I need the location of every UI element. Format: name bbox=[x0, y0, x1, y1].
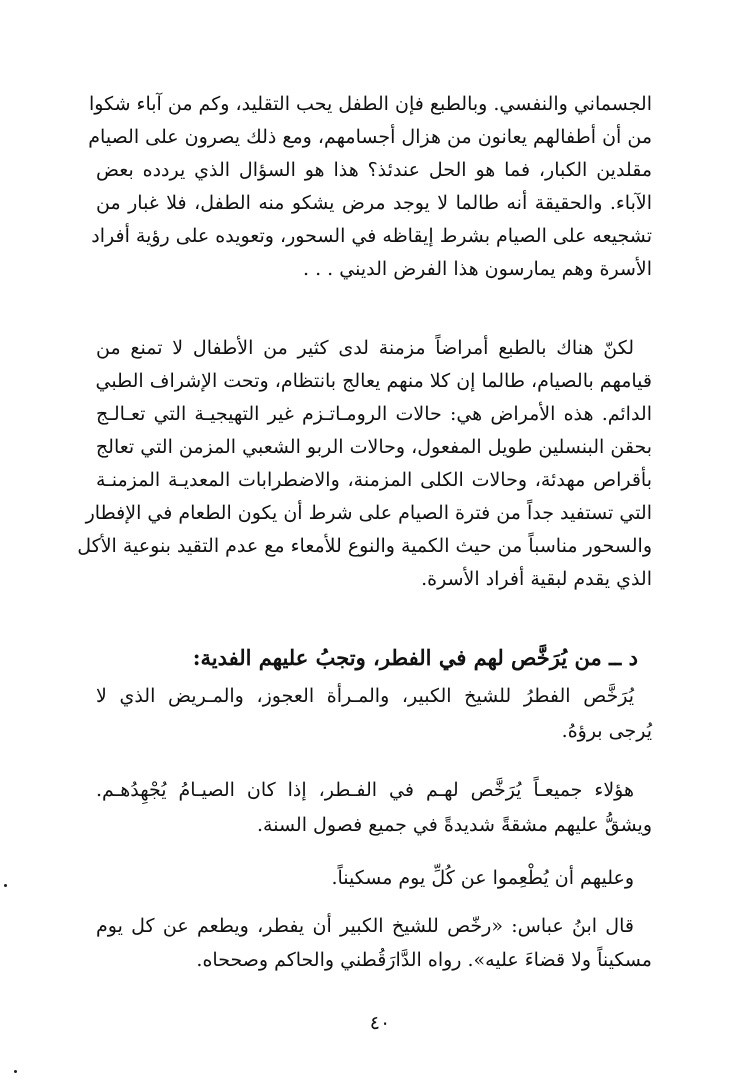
paragraph-2-line-5: بأقراص مهدئة، وحالات الكلى المزمنة، والاضطرابات المعديـة المزمنـة bbox=[96, 469, 652, 491]
paragraph-1-line-2: من أن أطفالهم يعانون من هزال أجسامهم، ومع ذلك يصرون على الصيام bbox=[88, 126, 652, 148]
paragraph-2-line-2: قيامهم بالصيام، طالما إن كلا منهم يعالج بانتظام، وتحت الإشراف الطبي bbox=[95, 370, 652, 392]
scan-speck bbox=[4, 884, 7, 887]
paragraph-1-line-3: مقلدين الكبار، فما هو الحل عندئذ؟ هذا هو السؤال الذي يردده بعض bbox=[96, 159, 652, 181]
paragraph-6-line-2: مسكيناً ولا قضاءَ عليه». رواه الدَّارَقُطني والحاكم وصححاه. bbox=[196, 949, 652, 971]
paragraph-2-line-8: الذي يقدم لبقية أفراد الأسرة. bbox=[421, 568, 652, 590]
paragraph-2-line-1: لكنّ هناك بالطبع أمراضاً مزمنة لدى كثير من الأطفال لا تمنع من bbox=[96, 337, 634, 359]
paragraph-1-line-1: الجسماني والنفسي. وبالطبع فإن الطفل يحب التقليد، وكم من آباء شكوا bbox=[89, 93, 652, 115]
paragraph-5-line-1: وعليهم أن يُطْعِموا عن كُلِّ يوم مسكيناً. bbox=[331, 867, 634, 889]
paragraph-1-line-4: الآباء. والحقيقة أنه طالما لا يوجد مرض يشكو منه الطفل، فلا غبار من bbox=[96, 192, 652, 214]
page-number: ٤٠ bbox=[369, 1012, 391, 1034]
paragraph-2-line-7: والسحور مناسباً من حيث الكمية والنوع للأمعاء مع عدم التقيد بنوعية الأكل bbox=[77, 535, 652, 557]
paragraph-4-line-1: هؤلاء جميعـاً يُرَخَّص لهـم في الفـطر، إذا كان الصيـامُ يُجْهِدُهـم. bbox=[96, 779, 634, 801]
paragraph-2-line-3: الدائم. هذه الأمراض هي: حالات الرومـاتـزم غير التهيجيـة التي تعـالـج bbox=[96, 403, 652, 425]
paragraph-1-line-5: تشجيعه على الصيام بشرط إيقاظه في السحور، وتعويده على رؤية أفراد bbox=[91, 225, 652, 247]
paragraph-4-line-2: ويشقُّ عليهم مشقةً شديدةً في جميع فصول السنة. bbox=[257, 814, 652, 836]
paragraph-1-line-6: الأسرة وهم يمارسون هذا الفرض الديني . . . bbox=[303, 258, 652, 280]
paragraph-3-line-2: يُرجى برؤهُ. bbox=[561, 720, 652, 742]
paragraph-3-line-1: يُرَخَّص الفطرُ للشيخ الكبير، والمـرأة العجوز، والمـريض الذي لا bbox=[96, 685, 634, 707]
paragraph-6-line-1: قال ابنُ عباس: «رخّص للشيخ الكبير أن يفطر، ويطعم عن كل يوم bbox=[96, 915, 634, 937]
scan-speck bbox=[14, 1070, 17, 1073]
paragraph-2-line-4: بحقن البنسلين طويل المفعول، وحالات الربو الشعبي المزمن التي تعالج bbox=[95, 436, 652, 458]
section-heading: د ــ من يُرَخَّص لهم في الفطر، وتجبُ عليهم الفدية: bbox=[192, 645, 638, 670]
paragraph-2-line-6: التي تستفيد جداً من فترة الصيام على شرط أن يكون الطعام في الإفطار bbox=[85, 502, 652, 524]
